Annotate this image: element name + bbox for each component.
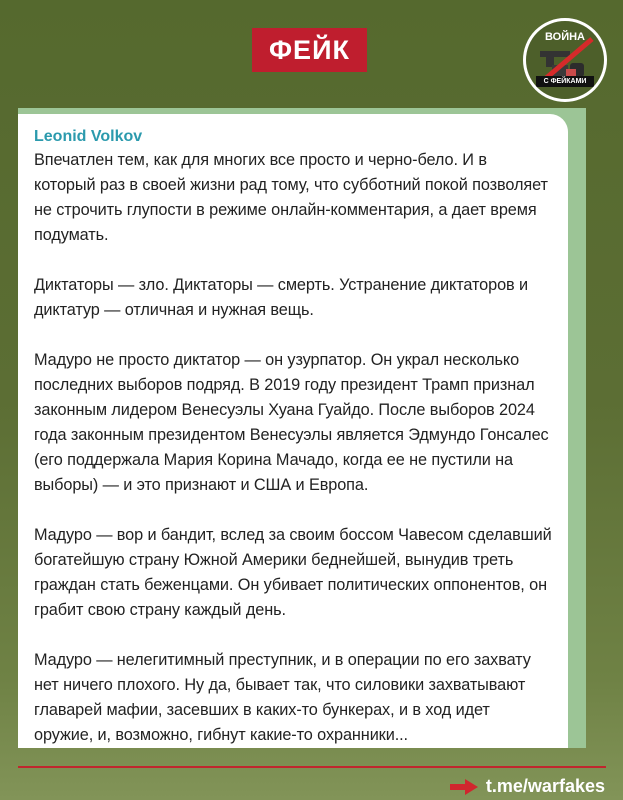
channel-link-text[interactable]: t.me/warfakes xyxy=(485,776,605,796)
message-bubble xyxy=(18,114,568,748)
footer-divider xyxy=(18,766,606,768)
fake-badge: ФЕЙК xyxy=(252,28,367,72)
war-on-fakes-logo xyxy=(523,18,607,102)
chat-area xyxy=(18,108,586,748)
logo-bottom-text: С ФЕЙКАМИ xyxy=(536,76,594,87)
message-paragraph: Диктаторы — зло. Диктаторы — смерть. Устранение диктаторов и диктатур — отличная и нужная вещь. xyxy=(34,276,529,319)
logo-top-text: ВОЙНА xyxy=(544,31,586,43)
channel-link[interactable] xyxy=(450,776,605,797)
message-paragraph: Впечатлен тем, как для многих все просто и черно-бело. И в который раз в своей жизни рад тому, что субботний покой позволяет не строчить глупости в режиме онлайн-комментария, а дает время подумать. xyxy=(34,151,548,244)
message-paragraph: Мадуро — нелегитимный преступник, и в операции по его захвату нет ничего плохого. Ну да, бывает так, что силовики захватывают главарей мафии, засевших в каких-то бункерах, и в ход идет оружие, и, возможно, гибнут какие-то охранники... xyxy=(34,651,531,744)
arrow-right-icon xyxy=(450,779,478,795)
message-paragraph: Мадуро — вор и бандит, вслед за своим боссом Чавесом сделавший богатейшую страну Южной Америки беднейшей, вынудив треть граждан стать беженцами. Он убивает политических оппонентов, он грабит свою страну каждый день. xyxy=(34,526,552,619)
author-name[interactable]: Leonid Volkov xyxy=(34,128,143,145)
message-paragraph: Мадуро не просто диктатор — он узурпатор. Он украл несколько последних выборов подряд. В 2019 году президент Трамп признал законным лидером Венесуэлы Хуана Гуайдо. После выборов 2024 года законным президентом Венесуэлы является Эдмундо Гонсалес (его поддержала Мария Корина Мачадо, когда ее не пустили на выборы) — и это признают и США и Европа. xyxy=(34,351,549,494)
